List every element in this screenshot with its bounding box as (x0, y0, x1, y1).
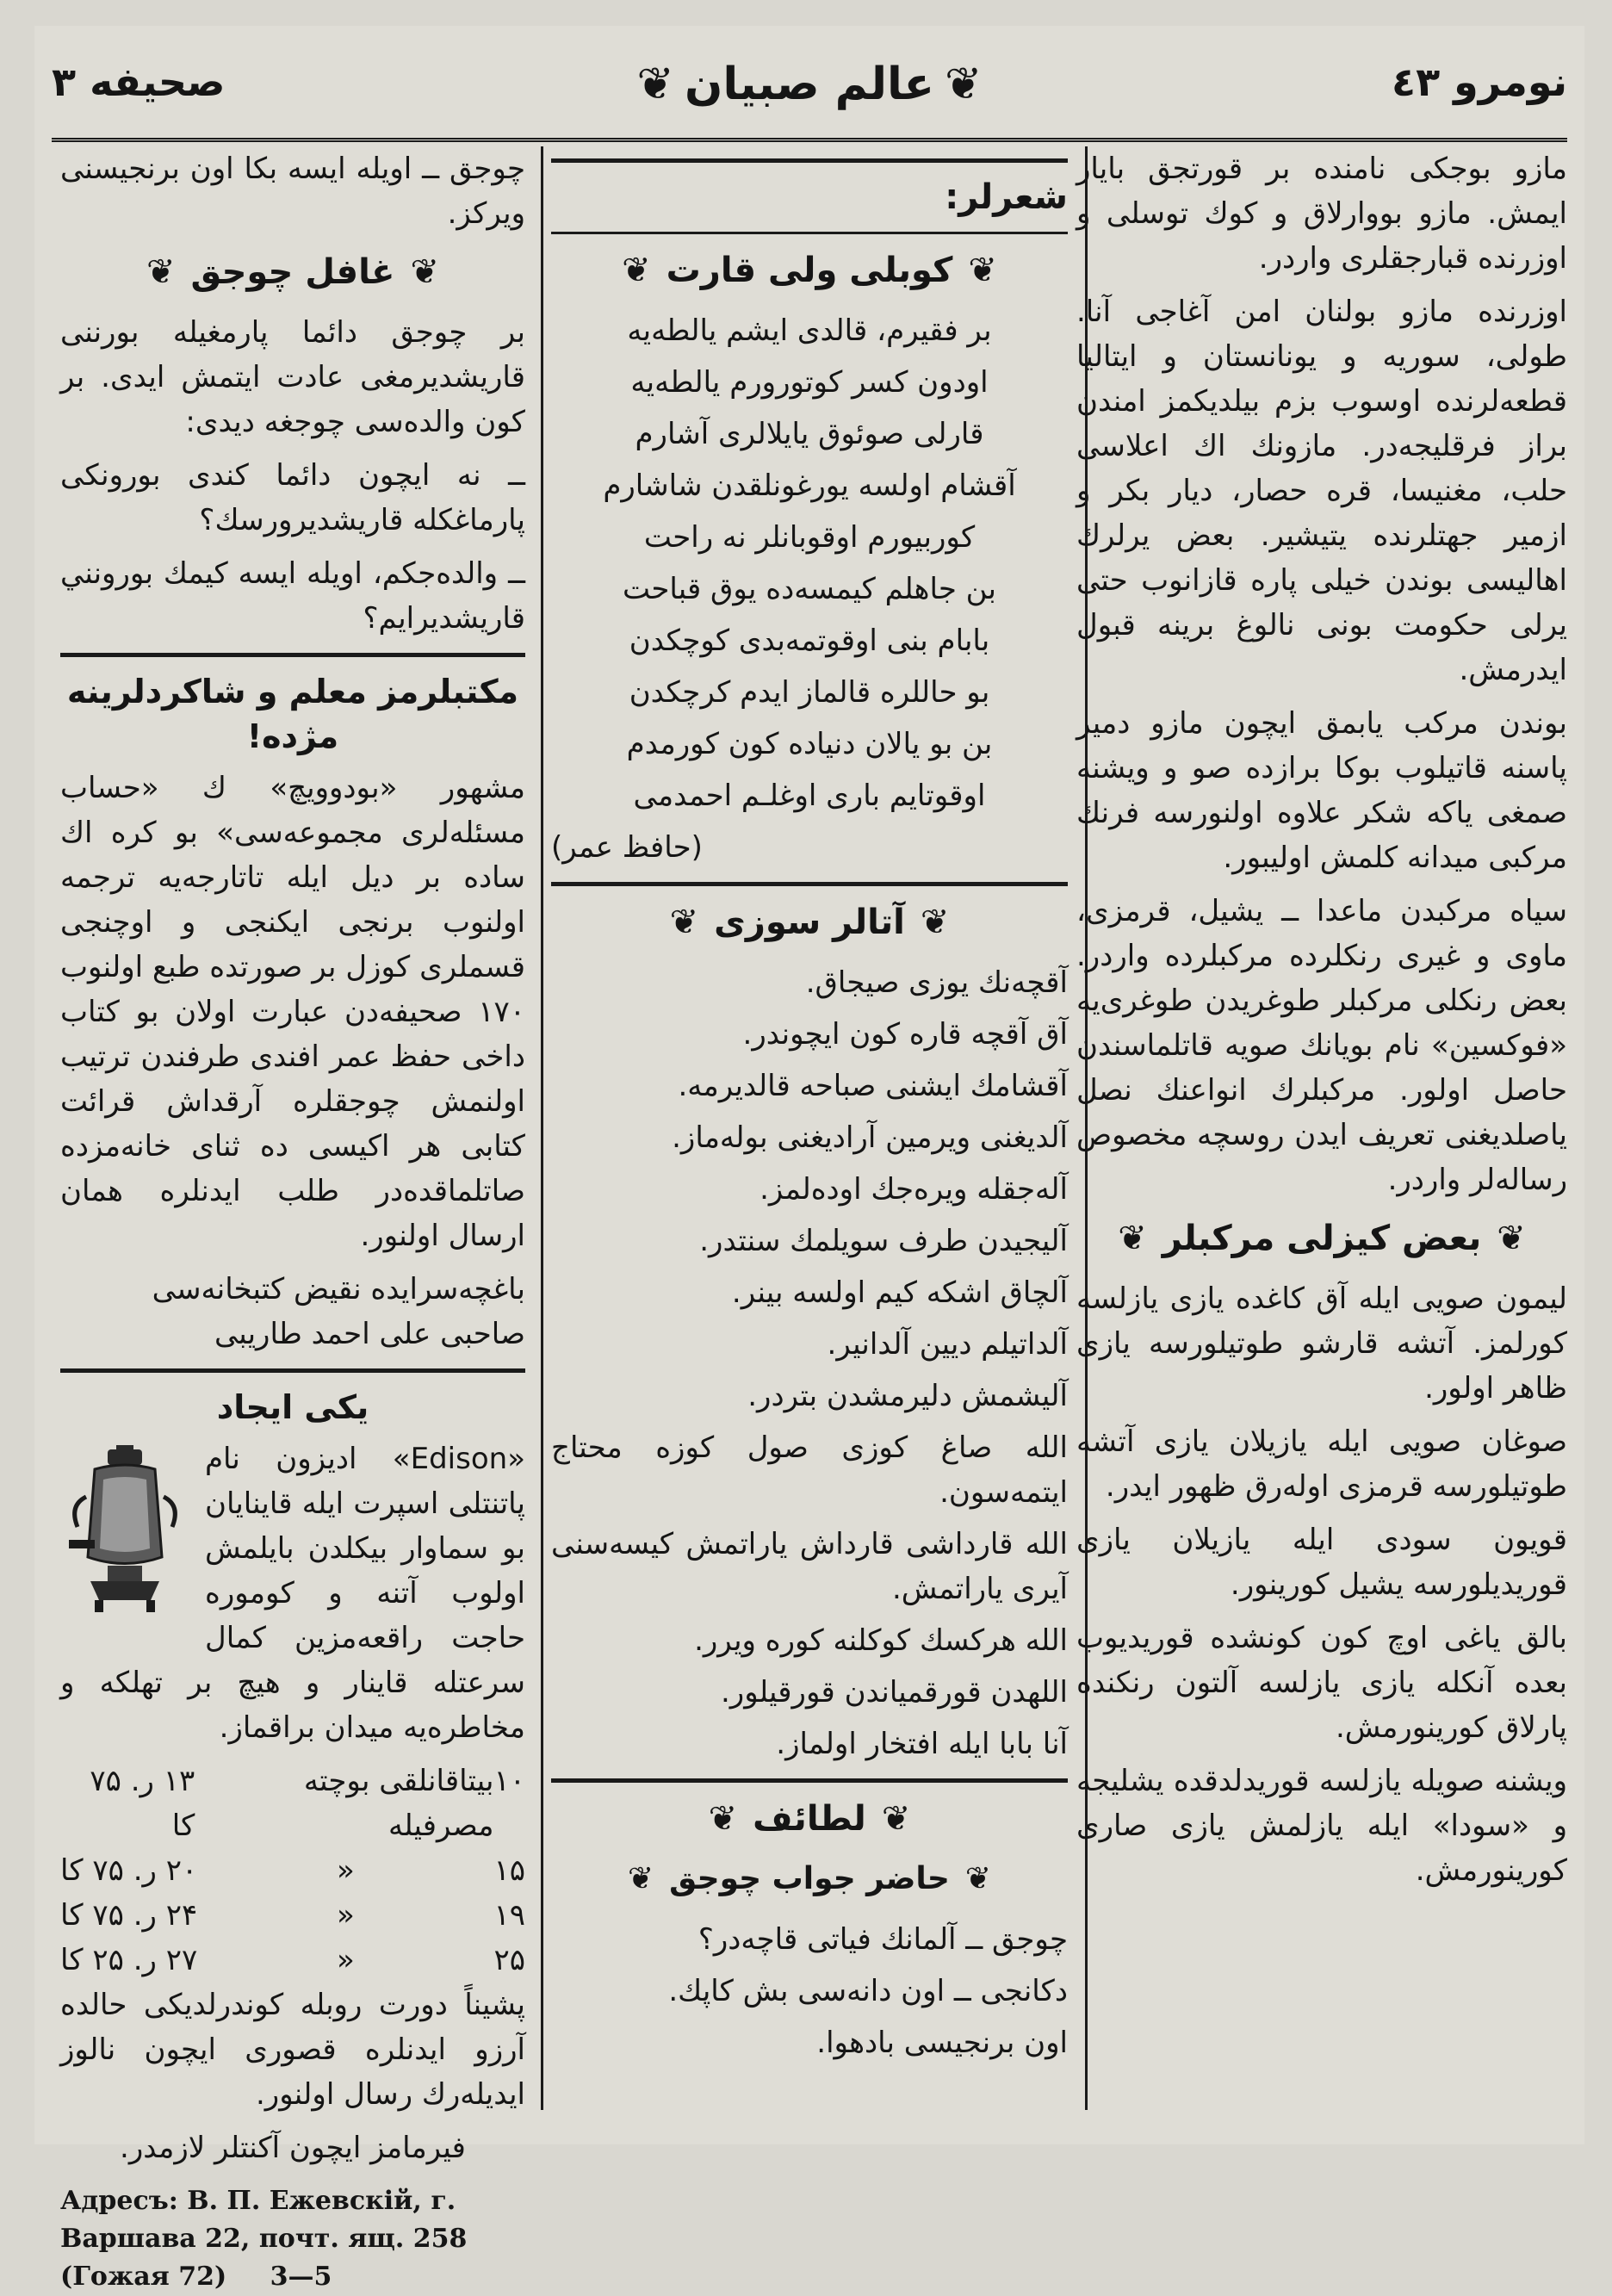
proverb: آلدیغنی ویرمین آرادیغنی بوله‌ماز. (672, 1120, 1068, 1155)
price-value: ۲۰ ر. ۷۵ کا (60, 1853, 198, 1888)
column-divider (541, 146, 543, 2110)
anecdote-line: اون برنجیسی بادهوا. (816, 2026, 1068, 2060)
ornament-icon: ❦ (1497, 1219, 1526, 1258)
anecdote-subtitle (551, 1857, 1068, 1902)
article-paragraph: لیمون صویی ایله آق کاغده یازی یازلسه کورلمز. آتشه قارشو طوتیلورسه یازی ظاهر اولور. (1076, 1281, 1567, 1406)
newspaper-title-text: عالم صبیان (684, 59, 935, 110)
ornament-icon: ❦ (881, 1799, 911, 1839)
proverbs-title-text: آتالر سوزی (714, 903, 905, 942)
price-value: ۱۳ ر. ۷۵ کا (90, 1764, 195, 1843)
ornament-icon: ❦ (1118, 1219, 1147, 1258)
price-row (60, 1848, 525, 1893)
poem-verses (551, 308, 1068, 818)
verse-line: آقشام اولسه یورغونلقدن شاشارم (603, 469, 1016, 503)
left-column (60, 146, 525, 2292)
samovar-illustration (60, 1445, 189, 1617)
ad-body: «Edison» ادیزون نام پاتنتلی اسپرت ایله قاینایان بو سماوار بیکلدن بایلمش اولوب آتنه و کوموره حاجت راقعه‌مزین کمال سرعتله قاینار و هیچ بر تهلکه و مخاطره‌یه میدان براقماز. (60, 1442, 525, 1745)
price-qty: ۱۰ (493, 1764, 525, 1798)
samovar-icon (60, 1445, 189, 1617)
poems-heading: شعرلر: (945, 177, 1068, 217)
story-paragraph: بر چوجق دائما پارمغیله بورننی قاریشدیرمغی عادت ایتمش ایدی. بر کون والده‌سی چوجغه دیدی: (60, 315, 525, 439)
verse-line: کوربیورم اوقوبانلر نه راحت (643, 520, 976, 555)
price-desc: « (336, 1898, 355, 1933)
proverbs-list (551, 960, 1068, 1766)
article-paragraph: ویشنه صویله یازلسه قوریدلدقده یشلیجه و «سودا» ایله یازلمش یازی صاری کورینورمش. (1076, 1764, 1567, 1888)
ad-footer: پشیناً دورت روبله کوندرلدیکی حالده آرزو ایدنلره قصوری ایچون نالوز ایدیله‌رك رسال اولنور. (60, 1988, 525, 2112)
price-qty: ۱۹ (493, 1898, 525, 1933)
ad-signature: باغچه‌سرایده نقیض کتبخانه‌سی (152, 1272, 525, 1306)
price-row (60, 1938, 525, 1983)
anecdote-line: دکانجی ــ اون دانه‌سی بش کاپك. (668, 1974, 1068, 2008)
price-value: ۲۴ ر. ۷۵ کا (60, 1898, 198, 1933)
rule (551, 232, 1068, 234)
ornament-icon: ❦ (146, 252, 176, 292)
middle-column (551, 146, 1068, 2144)
ornament-icon: ❦ (410, 252, 439, 292)
verse-line: بو حاللره قالماز ایدم کرچکدن (629, 675, 990, 710)
article-paragraph: قویون سودی ایله یازیلان یازی قوریدیلورسه یشیل کورینور. (1076, 1523, 1567, 1602)
ad-body: مشهور «بودوویچ» ك «حساب مسئله‌لری مجموعه‌سی» بو کره اك ساده بر دیل ایله تاتارجه‌یه ترجمه اولنوب برنجی ایکنجی و اوچنجی قسملری کوزل بر صورتده طبع اولنوب ۱۷۰ صحیفه‌دن عبارت اولان بو کتاب داخی حفظ عمر افندی طرفندن ترتیب اولنمش چوجقلره آرقداش قرائت کتابی هر اکیسی ده ثنای خانه‌مزده صاتلماقده‌در طلب ایدنلره همان ارسال اولنور. (60, 771, 525, 1253)
proverb: آلداتیلم دیین آلدانیر. (827, 1327, 1068, 1362)
price-desc: بیتاقانلقی بوچته مصرفیله (303, 1764, 494, 1843)
ornament-icon: ❦ (945, 59, 983, 110)
proverb: الله قارداشی قارداش یاراتمش کیسه‌سنی آیری یاراتمش. (551, 1527, 1068, 1606)
poem-title (551, 248, 1068, 293)
verse-line: اودون کسر کوتورورم یالطه‌یه (630, 365, 989, 400)
verse-line: قارلی صوئوق یایلالری آشارم (635, 417, 984, 451)
story-title (60, 250, 525, 295)
verse-line: بن جاهلم کیمسه‌ده یوق قباحت (622, 572, 997, 606)
story-paragraph: ــ نه ایچون دائما کندی بورونکی پارماغکله قاریشدیرورسك؟ (60, 458, 525, 537)
intro-line: چوجق ــ اویله ایسه بکا اون برنجیسنی ویرکز. (60, 152, 525, 231)
masthead (52, 43, 1567, 142)
proverb: آنا بابا ایله افتخار اولماز. (776, 1727, 1068, 1761)
newspaper-page (34, 26, 1584, 2292)
story-title-text: غافل چوجق (190, 252, 395, 292)
ornament-icon: ❦ (920, 903, 950, 942)
section-title-text: بعض کیزلی مرکبلر (1162, 1219, 1482, 1258)
right-column (1076, 146, 1567, 2144)
anecdote-lines (551, 1917, 1068, 2065)
proverb: آلیشمش دلیرمشدن بتردر. (747, 1379, 1068, 1413)
proverb: آقچه‌نك یوزی صیجاق. (805, 965, 1068, 1000)
article-paragraph: بوندن مرکب یابمق ایچون مازو دمیر پاسنه قاتیلوب بوکا برازده صو و ویشنه صمغی یاکه شکر علاوه اولنورسه فرنك مرکبی میدانه کلمش اولیبور. (1076, 706, 1567, 875)
section-title (1076, 1216, 1567, 1261)
proverb: آله‌جقله ویره‌جك اوده‌لمز. (760, 1172, 1068, 1207)
russian-tag: 3—5 (270, 2262, 332, 2292)
article-paragraph: صوغان صویی ایله یازیلان یازی آتشه طوتیلورسه قرمزی اوله‌رق ظهور ایدر. (1076, 1424, 1567, 1504)
proverb: آق آقچه قاره کون ایچوندر. (742, 1017, 1068, 1052)
article-paragraph: سیاه مرکبدن ماعدا ــ یشیل، قرمزی، ماوی و غیری رنکلرده مرکبلرده واردر. بعض رنکلی مرکبلر طوغریدن طوغری‌یه «فوکسین» نام بویانك صویه قاتلماسندن حاصل اولور. مرکبلرك انواعنك نصل یاصلدیغنی تعریف ایدن روسچه مخصوص رساله‌لر واردر. (1076, 894, 1567, 1197)
ornament-icon: ❦ (708, 1799, 738, 1839)
proverb: آقشامك ایشنی صباحه قالدیرمه. (678, 1069, 1068, 1103)
verse-line: اوقوتایم باری اوغلـم احمدمی (633, 779, 986, 813)
ornament-icon: ❦ (968, 251, 997, 290)
proverb: الله هرکسك کوکلنه کوره ویرر. (694, 1623, 1068, 1658)
rule (551, 1778, 1068, 1783)
anecdotes-title (551, 1796, 1068, 1841)
proverbs-title (551, 900, 1068, 945)
anecdotes-title-text: لطائف (753, 1799, 866, 1839)
ad-title: مکتبلرمز معلم و شاکردلرینه مژده! (66, 673, 519, 755)
newspaper-title (626, 59, 992, 110)
proverb: آلچاق اشکه کیم اولسه بینر. (731, 1275, 1068, 1310)
ornament-icon: ❦ (964, 1861, 991, 1896)
proverb: الله صاغ کوزی صول کوزه محتاج ایتمه‌سون. (551, 1430, 1068, 1510)
ad-title: یکی ایجاد (216, 1388, 369, 1426)
price-value: ۲۷ ر. ۲۵ کا (60, 1943, 198, 1977)
ad-footer: فیرمامز ایچون آکنتلر لازمدر. (120, 2131, 466, 2165)
page-number: صحیفه ۳ (52, 59, 226, 105)
verse-line: بر فقیرم، قالدی ایشم یالطه‌یه (627, 313, 992, 348)
price-desc: « (336, 1853, 355, 1888)
russian-address (60, 2182, 525, 2296)
poem-author: (حافظ عمر) (551, 830, 703, 865)
proverb: آلیجیدن طرف سویلمك سنتدر. (699, 1224, 1068, 1258)
verse-line: بابام بنی اوقوتمه‌بدی کوچکدن (629, 624, 990, 658)
price-row (60, 1759, 525, 1848)
anecdote-line: چوجق ــ آلمانك فیاتی قاچه‌در؟ (698, 1922, 1068, 1957)
article-paragraph: اوزرنده مازو بولنان امن آغاجی آنا. طولی، سوریه و یونانستان و ایتالیا قطعه‌لرنده اوسوب بزم بیلدیکمز امندن براز فرقلیجه‌در. مازونك اك اعلاسی حلب، مغنیسا، قره حصار، دیار بکر و ازمیر جهتلرنده یتیشیر. بعض یرلرك اهالیسی بوندن خیلی پاره قازانوب حتی یرلی حکومت بونی نالوغ برینه قبول ایدرمش. (1076, 295, 1567, 687)
proverb: اللهدن قورقمیاندن قورقیلور. (720, 1675, 1068, 1710)
article-paragraph: بالق یاغی اوچ کون کونشده قوریدیوب بعده آنکله یازی یازلسه آلتون رنکنده پارلاق کورینورمش. (1076, 1621, 1567, 1745)
ornament-icon: ❦ (636, 59, 674, 110)
price-row (60, 1893, 525, 1938)
rule (551, 158, 1068, 163)
story-paragraph: ــ والده‌جکم، اویله ایسه کیمك بورونني قاریشدیرایم؟ (60, 556, 525, 636)
ornament-icon: ❦ (622, 251, 651, 290)
ornament-icon: ❦ (628, 1861, 654, 1896)
russian-address-text: Адресъ: В. П. Ежевскій, г. Варшава 22, почт. ящ. 258 (Гожая 72) (60, 2186, 468, 2292)
price-desc: « (336, 1943, 355, 1977)
poem-title-text: کوبلی ولی قارت (666, 251, 953, 290)
rule (60, 1368, 525, 1373)
price-list (60, 1759, 525, 1983)
price-qty: ۱۵ (493, 1853, 525, 1888)
issue-number: نومرو ٤٣ (1392, 59, 1567, 105)
article-paragraph: مازو بوجکی نامنده بر قورتجق بایار ایمش. مازو بووارلاق و کوك توسلی و اوزرنده قبارجقلری واردر. (1076, 152, 1567, 276)
ad-signature: صاحبی علی احمد طاریبی (214, 1317, 525, 1351)
anecdote-subtitle-text: حاضر جواب چوجق (669, 1861, 950, 1896)
rule (60, 653, 525, 657)
ornament-icon: ❦ (669, 903, 699, 942)
price-qty: ۲۵ (493, 1943, 525, 1977)
rule (551, 882, 1068, 886)
verse-line: بن بو یالان دنیاده کون کورمدم (626, 727, 993, 761)
